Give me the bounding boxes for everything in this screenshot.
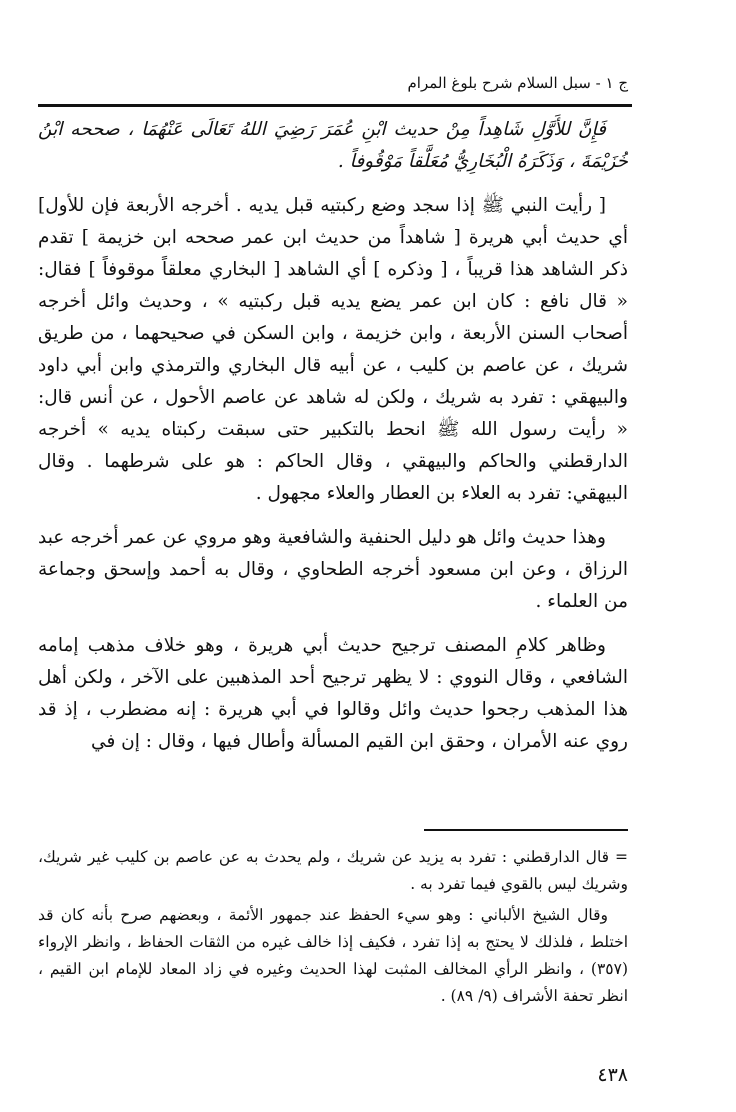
header-rule [38,104,632,107]
matn-paragraph: فَإِنَّ للأَوَّلِ شَاهِداً مِنْ حديث ابْنِ عُمَرَ رَضِيَ اللهُ تَعَالَى عَنْهُمَا ، صححه ابْنُ خُزَيْمَةَ ، وَذَكَرَهُ الْبُخَارِيُّ مُعَلَّقاً مَوْقُوفاً . [38,119,628,172]
commentary-paragraph: وهذا حديث وائل هو دليل الحنفية والشافعية وهو مروي عن عمر أخرجه عبد الرزاق ، وعن ابن مسعود أخرجه الطحاوي ، وقال به أحمد وإسحق وجماعة من العلماء . [38,527,628,612]
page-number: ٤٣٨ [597,1064,628,1086]
main-text [38,114,628,758]
footnote-paragraph: = قال الدارقطني : تفرد به يزيد عن شريك ، ولم يحدث به عن عاصم بن كليب غير شريك، وشريك ليس بالقوي فيما تفرد به . [38,848,628,893]
commentary-paragraph: [ رأيت النبي ﷺ إذا سجد وضع ركبتيه قبل يديه . أخرجه الأربعة فإن للأول] أي حديث أبي هريرة [ شاهداً من حديث ابن عمر صححه ابن خزيمة ] تقدم ذكر الشاهد هذا قريباً ، [ وذكره ] أي الشاهد [ البخاري معلقاً موقوفاً ] فقال: « قال نافع : كان ابن عمر يضع يديه قبل ركبتيه » ، وحديث وائل أخرجه أصحاب السنن الأربعة ، وابن خزيمة ، وابن السكن في صحيحهما ، من طريق شريك ، عن عاصم بن كليب ، عن أبيه قال البخاري والترمذي وابن أبي داود والبيهقي : تفرد به شريك ، ولكن له شاهد عن عاصم الأحول ، عن أنس قال: « رأيت رسول الله ﷺ انحط بالتكبير حتى سبقت ركبتاه يديه » أخرجه الدارقطني والحاكم والبيهقي ، وقال الحاكم : هو على شرطهما . وقال البيهقي: تفرد به العلاء بن العطار والعلاء مجهول . [38,195,628,504]
footnotes [38,844,628,1010]
running-header: ج ١ - سبل السلام شرح بلوغ المرام [407,74,628,92]
footnote-rule [424,829,628,831]
commentary-paragraph: وظاهر كلامِ المصنف ترجيح حديث أبي هريرة ، وهو خلاف مذهب إمامه الشافعي ، وقال النووي : لا يظهر ترجيح أحد المذهبين على الآخر ، ولكن أهل هذا المذهب رجحوا حديث وائل وقالوا في أبي هريرة : إنه مضطرب ، إذ قد روي عنه الأمران ، وحقق ابن القيم المسألة وأطال فيها ، وقال : إن في [38,635,628,752]
footnote-paragraph: وقال الشيخ الألباني : وهو سيء الحفظ عند جمهور الأئمة ، وبعضهم صرح بأنه كان قد اختلط ، فلذلك لا يحتج به إذا تفرد ، فكيف إذا خالف غيره من الثقات الحفاظ ، وانظر الإرواء (٣٥٧) ، وانظر الرأي المخالف المثبت لهذا الحديث وغيره في زاد المعاد للإمام ابن القيم ، انظر تحفة الأشراف (٩/ ٨٩) . [38,906,628,1005]
